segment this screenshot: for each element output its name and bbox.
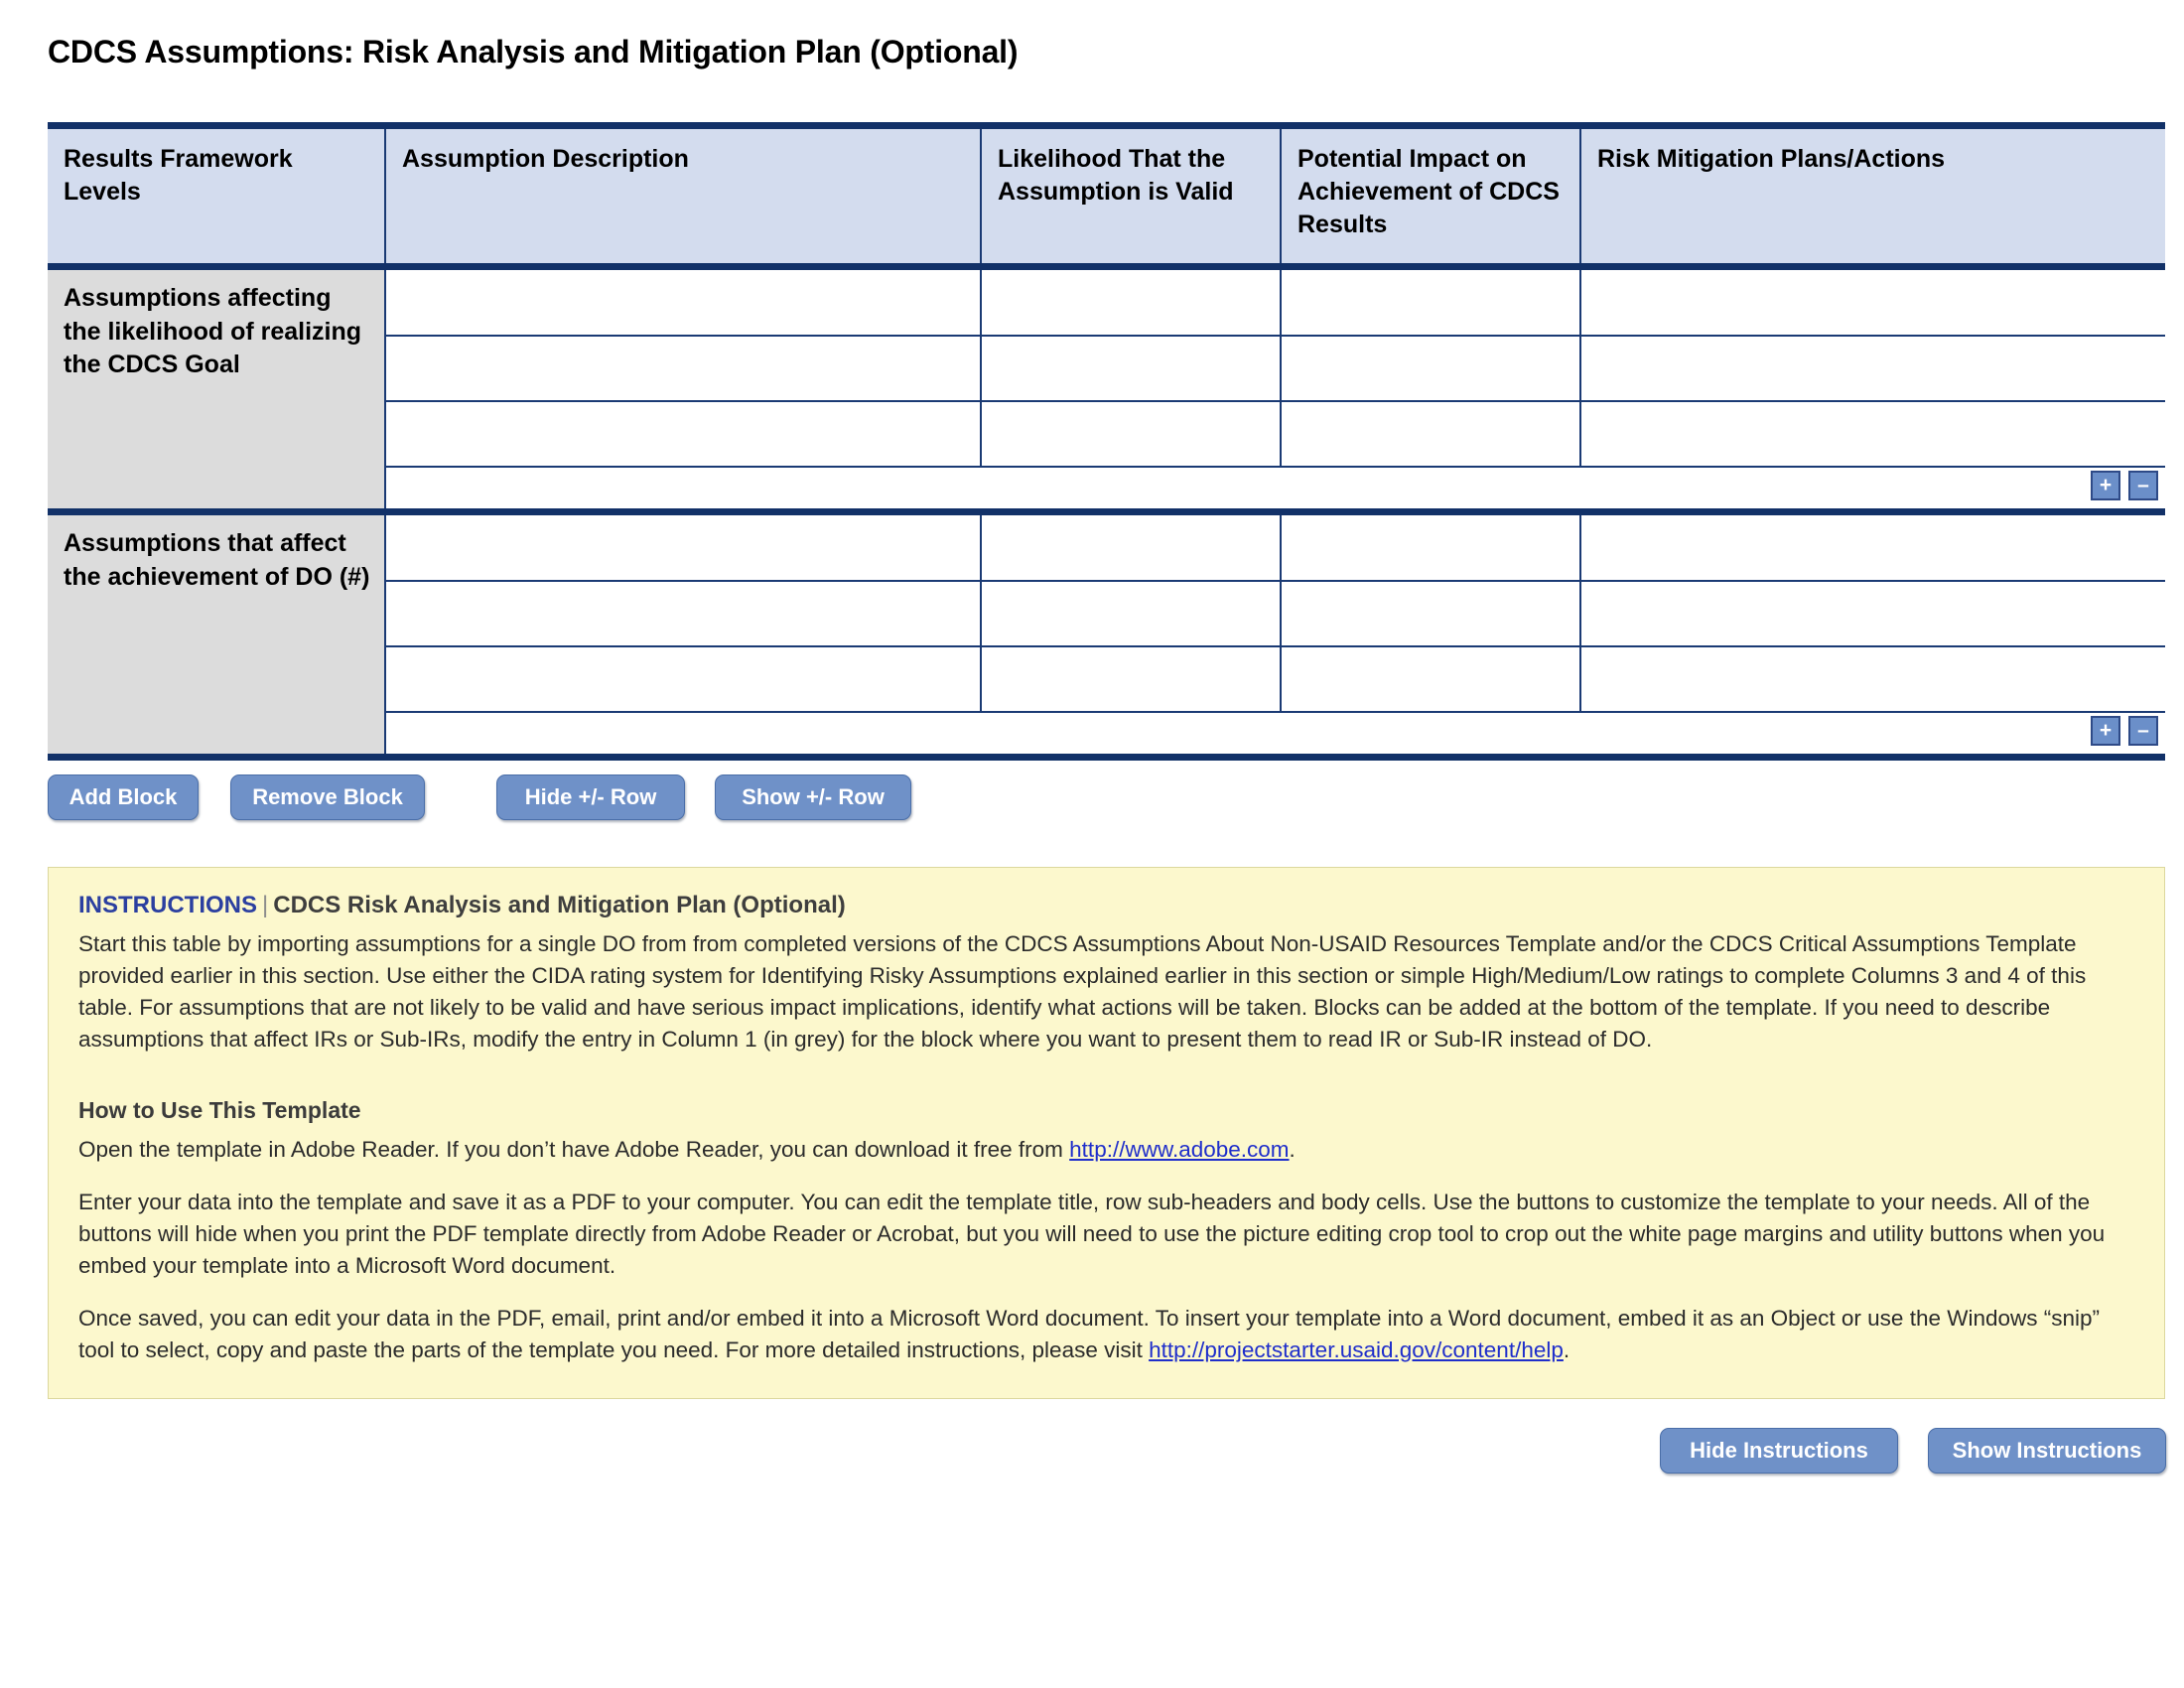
show-pm-row-button[interactable]: Show +/- Row bbox=[715, 774, 911, 820]
table-row bbox=[48, 270, 2165, 336]
instructions-subtitle: CDCS Risk Analysis and Mitigation Plan (Optional) bbox=[273, 892, 846, 918]
paragraph-2-text-after: . bbox=[1289, 1136, 1296, 1162]
instructions-separator: | bbox=[262, 892, 269, 918]
block-divider bbox=[48, 508, 2165, 515]
instructions-paragraph-1: Start this table by importing assumptions for a single DO from from completed versions of the CDCS Assumptions About Non-USAID Resources Template and/or the CDCS Critical Assumptions Template provided earlier in this section. Use either the CIDA rating system for Identifying Risky Assumptions explained earlier in this section or simple High/Medium/Low ratings to complete Columns 3 and 4 of this table. For assumptions that are not likely to be valid and have serious impact implications, identify what actions will be taken. Blocks can be added at the bottom of the template. If you need to describe assumptions that affect IRs or Sub-IRs, modify the entry in Column 1 (in grey) for the block where you want to present them to read IR or Sub-IR instead of DO. bbox=[78, 931, 2087, 1052]
instructions-paragraph-2 bbox=[78, 1134, 2134, 1166]
projectstarter-help-link[interactable]: http://projectstarter.usaid.gov/content/help bbox=[1149, 1336, 1564, 1362]
table-header-row bbox=[48, 129, 2165, 263]
cell-impact[interactable] bbox=[1281, 270, 1580, 336]
cell-description[interactable] bbox=[385, 401, 981, 467]
cell-description[interactable] bbox=[385, 270, 981, 336]
cell-likelihood[interactable] bbox=[981, 646, 1281, 712]
cell-description[interactable] bbox=[385, 581, 981, 646]
cell-description[interactable] bbox=[385, 336, 981, 401]
remove-row-button[interactable]: – bbox=[2128, 716, 2158, 746]
cell-impact[interactable] bbox=[1281, 515, 1580, 581]
cell-mitigation[interactable] bbox=[1580, 581, 2165, 646]
cell-likelihood[interactable] bbox=[981, 270, 1281, 336]
plus-minus-controls bbox=[2091, 716, 2158, 746]
column-header-potential-impact: Potential Impact on Achievement of CDCS Results bbox=[1281, 129, 1580, 263]
cell-mitigation[interactable] bbox=[1580, 336, 2165, 401]
cell-impact[interactable] bbox=[1281, 401, 1580, 467]
cell-mitigation[interactable] bbox=[1580, 270, 2165, 336]
cell-impact[interactable] bbox=[1281, 581, 1580, 646]
column-header-results-framework-levels: Results Framework Levels bbox=[48, 129, 385, 263]
header-divider bbox=[48, 263, 2165, 270]
cell-mitigation[interactable] bbox=[1580, 515, 2165, 581]
adobe-reader-link[interactable]: http://www.adobe.com bbox=[1069, 1136, 1290, 1162]
remove-block-button[interactable]: Remove Block bbox=[230, 774, 425, 820]
cell-description[interactable] bbox=[385, 515, 981, 581]
page-title: CDCS Assumptions: Risk Analysis and Mitigation Plan (Optional) bbox=[48, 34, 1019, 70]
instructions-heading bbox=[78, 890, 2134, 920]
cell-mitigation[interactable] bbox=[1580, 646, 2165, 712]
hide-instructions-button[interactable]: Hide Instructions bbox=[1660, 1428, 1898, 1474]
cell-likelihood[interactable] bbox=[981, 581, 1281, 646]
instructions-paragraph-3: Enter your data into the template and save it as a PDF to your computer. You can edit the template title, row sub-headers and body cells. Use the buttons to customize the template to your needs. All of the buttons will hide when you print the PDF template directly from Adobe Reader or Acrobat, but you will need to use the picture editing crop tool to crop out the white page margins and utility buttons when you embed your template into a Microsoft Word document. bbox=[78, 1189, 2106, 1278]
how-to-use-heading: How to Use This Template bbox=[78, 1096, 361, 1123]
cell-likelihood[interactable] bbox=[981, 515, 1281, 581]
instructions-panel bbox=[48, 867, 2165, 1399]
column-header-assumption-description: Assumption Description bbox=[385, 129, 981, 263]
cell-description[interactable] bbox=[385, 646, 981, 712]
table-row bbox=[48, 515, 2165, 581]
cell-likelihood[interactable] bbox=[981, 401, 1281, 467]
hide-pm-row-button[interactable]: Hide +/- Row bbox=[496, 774, 685, 820]
cell-likelihood[interactable] bbox=[981, 336, 1281, 401]
add-row-button[interactable]: + bbox=[2091, 471, 2120, 500]
column-header-risk-mitigation: Risk Mitigation Plans/Actions bbox=[1580, 129, 2165, 263]
cell-impact[interactable] bbox=[1281, 336, 1580, 401]
add-row-button[interactable]: + bbox=[2091, 716, 2120, 746]
plus-minus-controls bbox=[2091, 471, 2158, 500]
column-header-likelihood: Likelihood That the Assumption is Valid bbox=[981, 129, 1281, 263]
show-instructions-button[interactable]: Show Instructions bbox=[1928, 1428, 2166, 1474]
risk-analysis-table bbox=[48, 122, 2165, 761]
add-block-button[interactable]: Add Block bbox=[48, 774, 199, 820]
row-label-goal-assumptions[interactable]: Assumptions affecting the likelihood of realizing the CDCS Goal bbox=[48, 270, 385, 508]
cell-mitigation[interactable] bbox=[1580, 401, 2165, 467]
paragraph-2-text-before: Open the template in Adobe Reader. If you don’t have Adobe Reader, you can download it free from bbox=[78, 1136, 1070, 1162]
instructions-keyword: INSTRUCTIONS bbox=[78, 892, 257, 918]
instructions-paragraph-4 bbox=[78, 1303, 2134, 1366]
row-label-do-assumptions[interactable]: Assumptions that affect the achievement of DO (#) bbox=[48, 515, 385, 754]
paragraph-4-text-after: . bbox=[1563, 1336, 1570, 1362]
paragraph-4-text-before: Once saved, you can edit your data in the PDF, email, print and/or embed it into a Microsoft Word document. To insert your template into a Word document, embed it as an Object or use the Windows “snip” tool to select, copy and paste the parts of the template you need. For more detailed instructions, please visit bbox=[78, 1305, 2101, 1362]
cell-impact[interactable] bbox=[1281, 646, 1580, 712]
remove-row-button[interactable]: – bbox=[2128, 471, 2158, 500]
